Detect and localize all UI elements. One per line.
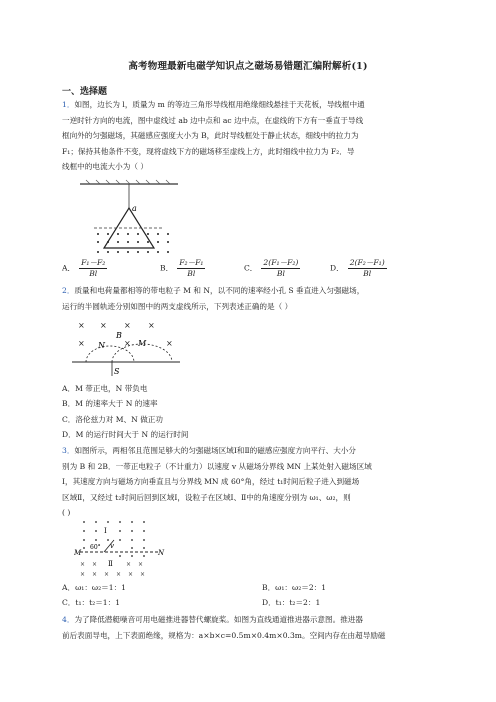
q3-option-d[interactable]: D．t₁：t₂＝2：1	[262, 598, 321, 607]
q2-number: 2．	[62, 286, 75, 295]
figure-3-label-angle: 60°	[90, 544, 101, 551]
figure-1-label-a: a	[132, 204, 137, 213]
svg-text:×: ×	[92, 561, 98, 568]
q3-line-3: 区域Ⅱ，又经过 t₂时间后回到区域Ⅰ，设粒子在区域Ⅰ、Ⅱ中的角速度分别为 ω₁、ω₂，则	[62, 492, 351, 502]
figure-3-label-N: N	[158, 549, 165, 557]
figure-3-label-v: v	[110, 542, 114, 550]
q1-option-d[interactable]: D． $\frac{\text{2(F₂－F₁)}}{Bl}$	[330, 258, 385, 278]
svg-text:×: ×	[92, 571, 98, 578]
q2-option-b[interactable]: B．M 的速率大于 N 的速率	[62, 399, 158, 408]
page-title: 高考物理最新电磁学知识点之磁场易错题汇编附解析(1)	[128, 61, 368, 72]
q1-option-a[interactable]: A． $\frac{\text{F₁－F₂}}{Bl}$	[62, 258, 106, 278]
q3-line-4: ( )	[62, 508, 71, 517]
figure-2-label-M: M	[138, 339, 147, 348]
question-2	[62, 283, 442, 314]
figure-3-label-region-2: Ⅱ	[108, 560, 113, 568]
q2-option-c[interactable]: C．洛伦兹力对 M、N 做正功	[62, 415, 163, 424]
svg-text:×: ×	[104, 571, 110, 578]
q4-line-0: 4．为了降低潜艇噪音可用电磁推进器替代螺旋桨。如图为直线通道推进器示意图。推进器	[62, 615, 363, 624]
q1-option-c[interactable]: C． $\frac{\text{2(F₁－F₂)}}{Bl}$	[244, 258, 299, 278]
figure-2-label-B: B	[116, 331, 122, 340]
svg-text:×: ×	[78, 339, 85, 348]
figure-3-two-regions	[74, 518, 170, 580]
figure-2-semicircles	[72, 318, 182, 378]
q3-option-b[interactable]: B．ω₁：ω₂＝2：1	[262, 583, 327, 592]
svg-text:×: ×	[80, 561, 86, 568]
section-heading: 一、选择题	[62, 87, 108, 97]
q3-option-a[interactable]: A．ω₁：ω₂＝1：1	[62, 583, 126, 592]
figure-2-label-S: S	[114, 367, 120, 376]
q2-option-d[interactable]: D．M 的运行时间大于 N 的运行时间	[62, 430, 189, 439]
q1-line-0: 1．如图，边长为 l，质量为 m 的等边三角形导线框用绝缘细线悬挂于天花板，导线框中通	[62, 100, 365, 109]
figure-2-label-N: N	[98, 341, 105, 350]
q3-number: 3．	[62, 446, 75, 455]
q4-number: 4．	[62, 615, 75, 624]
figure-3-label-region-1: Ⅰ	[104, 527, 107, 535]
figure-3-label-M: M	[74, 549, 82, 557]
svg-text:×: ×	[126, 561, 132, 568]
question-1	[62, 97, 442, 175]
svg-text:×: ×	[138, 561, 144, 568]
question-3	[62, 443, 442, 521]
figure-1-triangle-frame	[74, 178, 184, 260]
q3-line-2: Ⅰ，其速度方向与磁场方向垂直且与分界线 MN 成 60°角，经过 t₁时间后粒子进入到磁场	[62, 477, 360, 486]
svg-text:×: ×	[148, 321, 155, 330]
svg-text:×: ×	[128, 571, 134, 578]
q1-number: 1．	[62, 100, 75, 109]
q3-option-c[interactable]: C．t₁：t₂＝1：1	[62, 598, 121, 607]
q1-line-1: 一逆时针方向的电流，图中虚线过 ab 边中点和 ac 边中点，在虚线的下方有一垂直于导线	[62, 115, 364, 125]
q1-line-3: F₁；保持其他条件不变，现将虚线下方的磁场移至虚线上方，此时细线中拉力为 F₂．导	[62, 146, 355, 156]
q4-line-1: 前后表面导电，上下表面绝缘，规格为：a×b×c=0.5m×0.4m×0.3m。空间内存在由超导励磁	[62, 630, 386, 640]
question-4	[62, 612, 442, 643]
q2-line-0: 2．质量和电荷量都相等的带电粒子 M 和 N，以不同的速率经小孔 S 垂直进入匀强磁场，	[62, 286, 365, 295]
q1-option-b[interactable]: B． $\frac{\text{F₂－F₁}}{Bl}$	[160, 258, 204, 278]
q1-line-2: 框向外的匀强磁场，其磁感应强度大小为 B，此时导线框处于静止状态，细线中的拉力为	[62, 131, 359, 140]
q2-option-a[interactable]: A．M 带正电，N 带负电	[62, 384, 148, 393]
svg-text:×: ×	[116, 571, 122, 578]
svg-text:×: ×	[124, 321, 131, 330]
svg-text:×: ×	[100, 321, 107, 330]
q3-line-0: 3．如图所示，两相邻且范围足够大的匀强磁场区域Ⅰ和Ⅱ的磁感应强度方向平行、大小分	[62, 446, 356, 455]
svg-text:×: ×	[166, 339, 173, 348]
q3-line-1: 别为 B 和 2B．一带正电粒子（不计重力）以速度 v 从磁场分界线 MN 上某处射入磁场区域	[62, 461, 372, 471]
q1-line-4: 线框中的电流大小为（ ）	[62, 162, 148, 171]
svg-text:×: ×	[78, 321, 85, 330]
q2-line-1: 运行的半圆轨迹分别如图中的两支虚线所示，下列表述正确的是（ ）	[62, 301, 293, 311]
svg-text:×: ×	[124, 339, 131, 348]
svg-text:×: ×	[140, 571, 146, 578]
svg-text:×: ×	[80, 571, 86, 578]
